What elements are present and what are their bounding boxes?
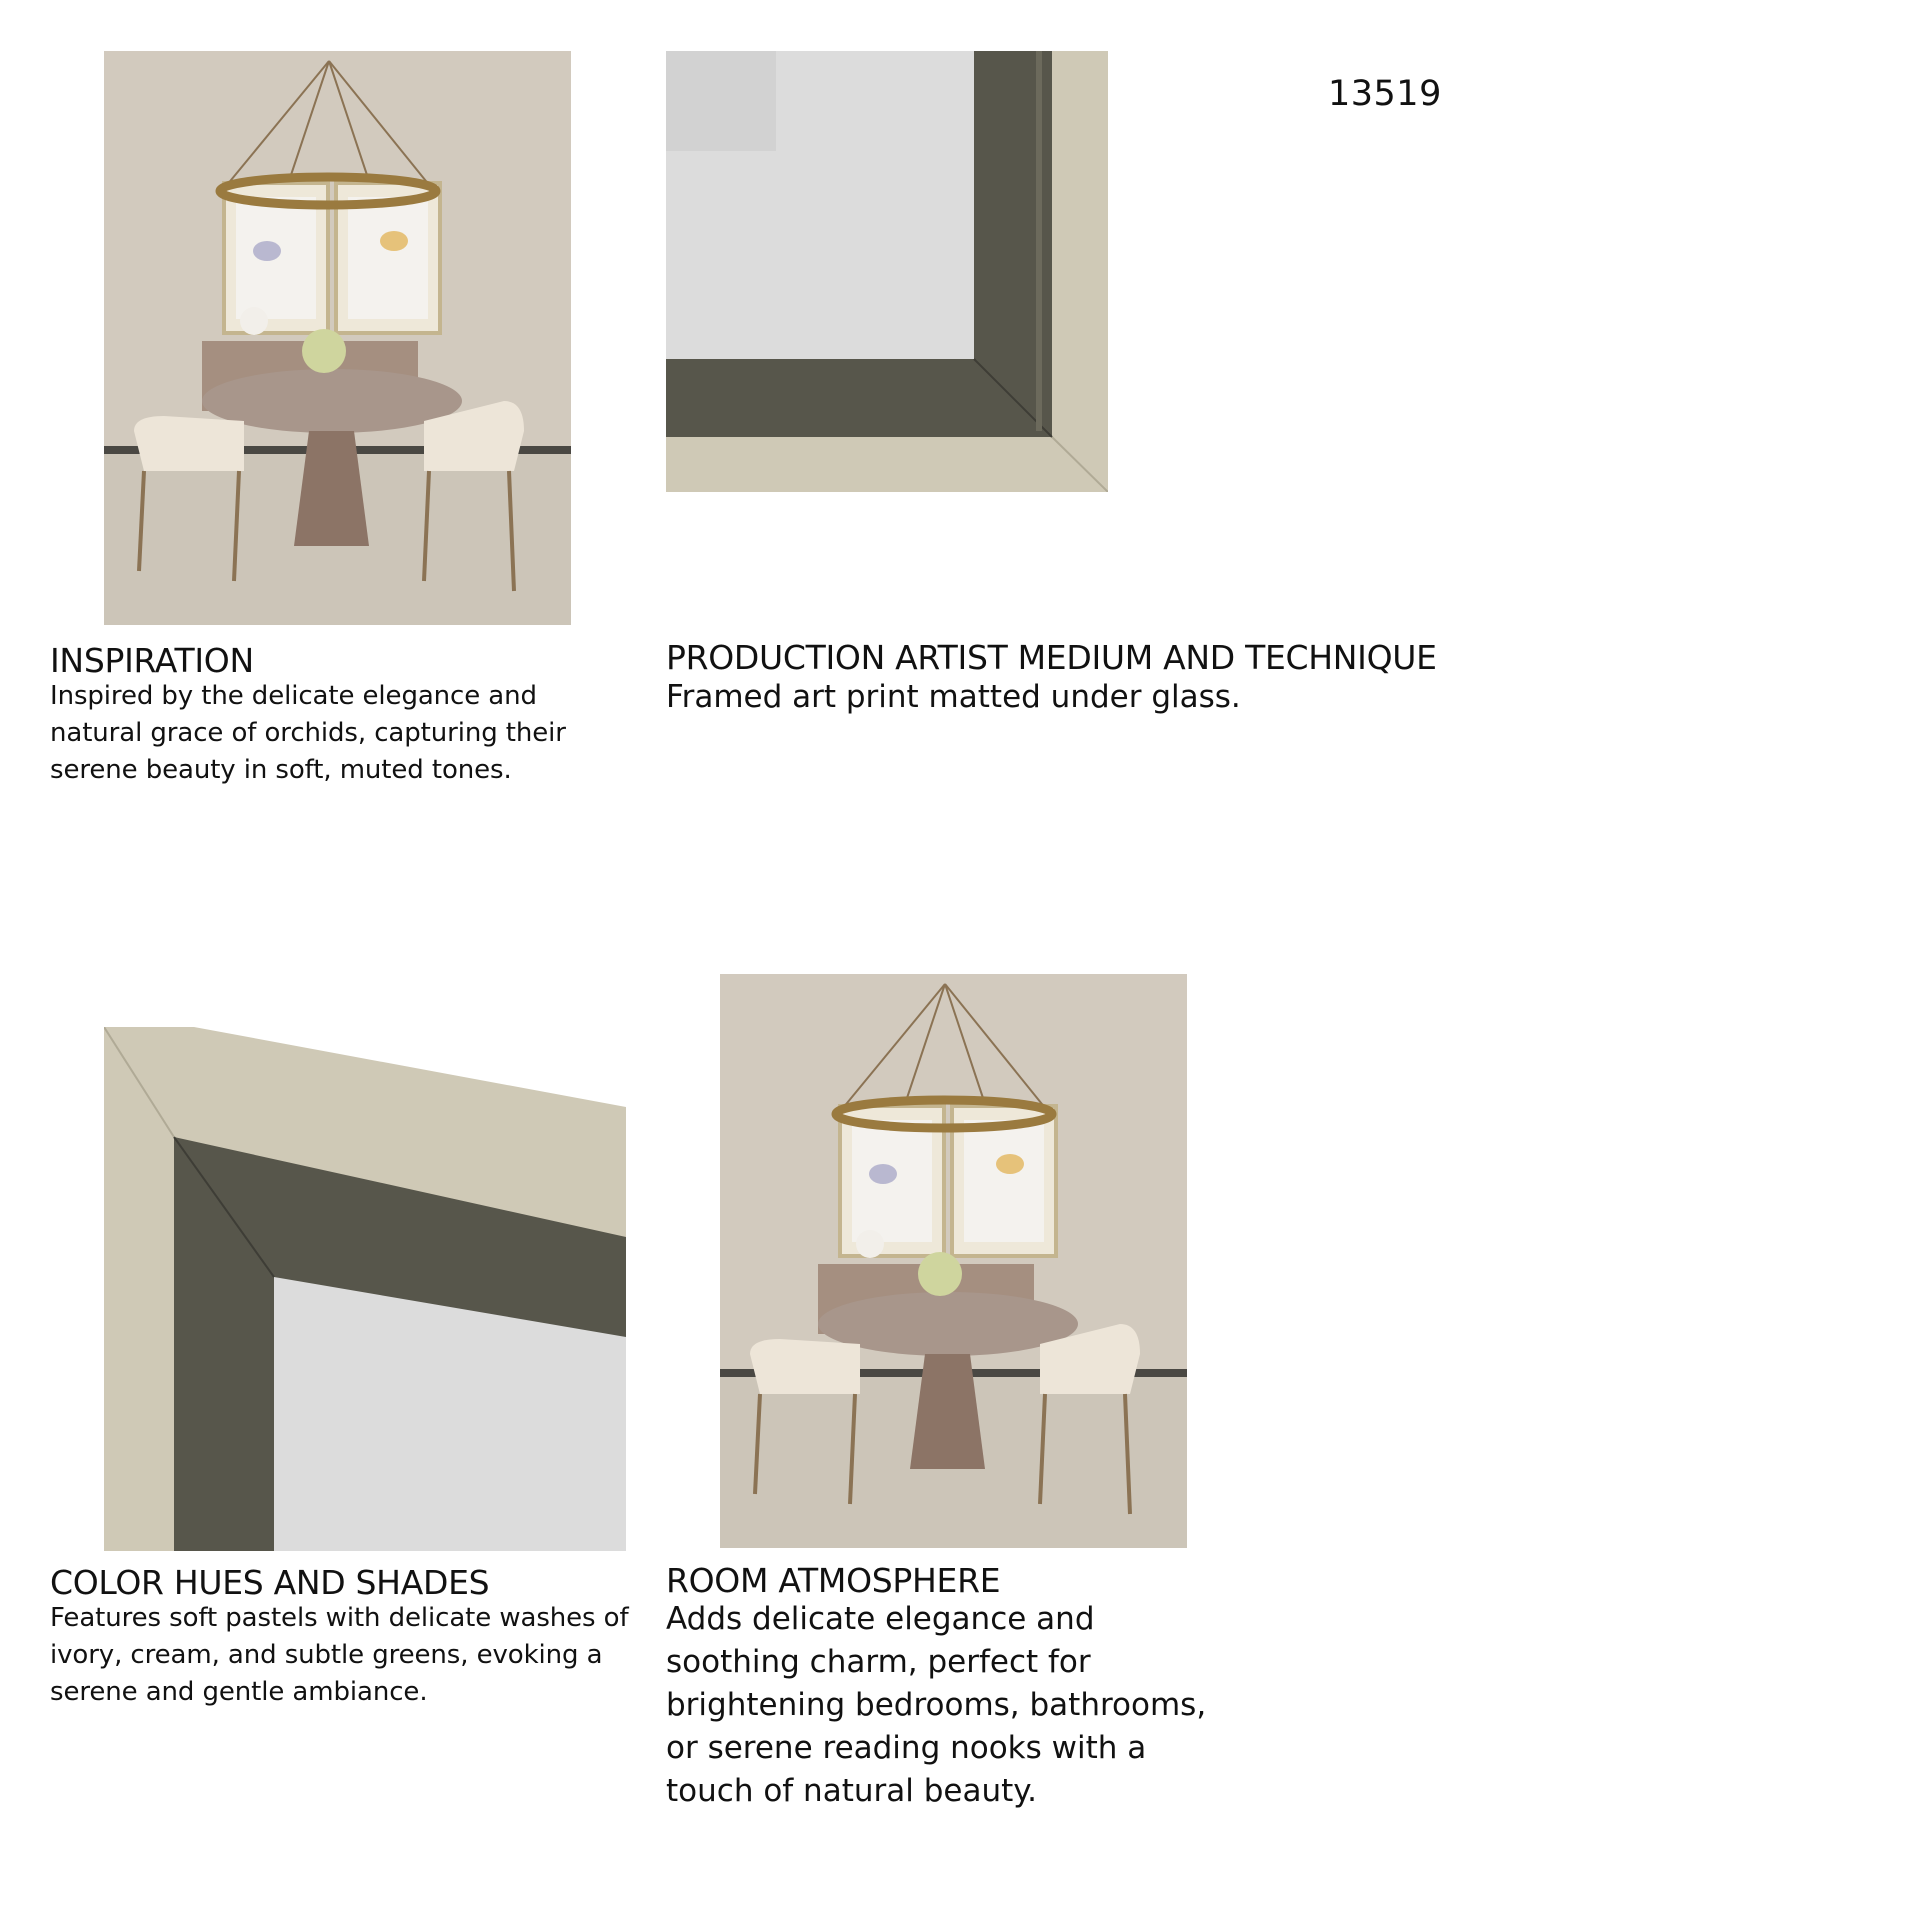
color-text: Features soft pastels with delicate washes of ivory, cream, and subtle greens, evoking a serene and gentle ambiance. — [50, 1603, 629, 1707]
frame-closeup-photo — [104, 1027, 626, 1551]
production-text: Framed art print matted under glass. — [666, 679, 1241, 715]
inspiration-text: Inspired by the delicate elegance and natural grace of orchids, capturing their serene beauty in soft, muted tones. — [50, 681, 566, 785]
product-code: 13519 — [1328, 74, 1442, 114]
inspiration-heading: INSPIRATION — [50, 641, 254, 680]
room-photo-atmosphere — [720, 974, 1187, 1548]
room-photo-inspiration — [104, 51, 571, 625]
room-heading: ROOM ATMOSPHERE — [666, 1561, 1001, 1600]
room-text: Adds delicate elegance and soothing charm, perfect for brightening bedrooms, bathrooms, or serene reading nooks with a touch of natural beauty. — [666, 1601, 1207, 1809]
color-heading: COLOR HUES AND SHADES — [50, 1563, 490, 1602]
production-heading: PRODUCTION ARTIST MEDIUM AND TECHNIQUE — [666, 638, 1437, 677]
frame-corner-photo — [666, 51, 1108, 492]
